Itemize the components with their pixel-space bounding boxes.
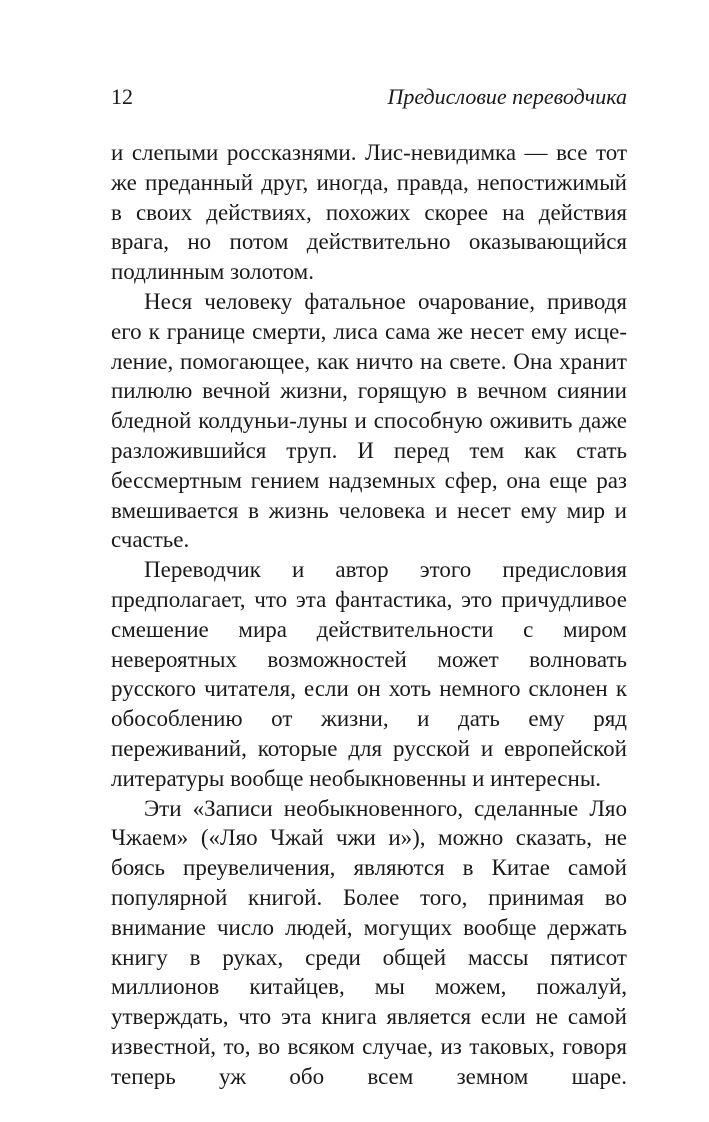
paragraph: Неся человеку фатальное очарование, приводя его к границе смерти, лиса сама же несет ему исцеление, помогающее, как ничто на свете. Она хранит пилюлю вечной жизни, горящую в вечном сиянии бледной колдуньи-луны и способную оживить даже разложившийся труп. И перед тем как стать бессмертным гением надземных сфер, она еще раз вмешивается в жизнь человека и несет ему мир и счастье.: [111, 288, 627, 553]
section-title: Предисловие переводчика: [387, 84, 627, 109]
body-text: [111, 138, 627, 1092]
paragraph: Переводчик и автор этого предисловия предполагает, что эта фантастика, это причудливое смешение мира действительности с миром невероятных возможностей может волновать русского читателя, если он хоть немного склонен к обособлению от жизни, и дать ему ряд переживаний, которые для русской и европейской литературы вообще необыкновенны и интересны.: [111, 557, 627, 791]
paragraph: Эти «Записи необыкновенного, сделанные Ляо Чжаем» («Ляо Чжай чжи и»), можно сказать, не боясь преувеличения, являются в Китае самой популярной книгой. Более того, принимая во внимание число людей, могущих вообще держать книгу в руках, среди общей массы пятисот миллионов китайцев, мы можем, пожалуй, утверждать, что эта книга является если не самой известной, то, во всяком случае, из таковых, говоря теперь уж обо всем земном шаре.: [111, 795, 627, 1089]
paragraph-continued: и слепыми россказнями. Лис-невидимка — все тот же преданный друг, иногда, правда, непостижимый в своих действиях, похожих скорее на действия врага, но потом действительно оказывающийся подлинным золотом.: [111, 140, 627, 285]
running-head: [111, 82, 627, 112]
page-number: 12: [111, 84, 133, 109]
